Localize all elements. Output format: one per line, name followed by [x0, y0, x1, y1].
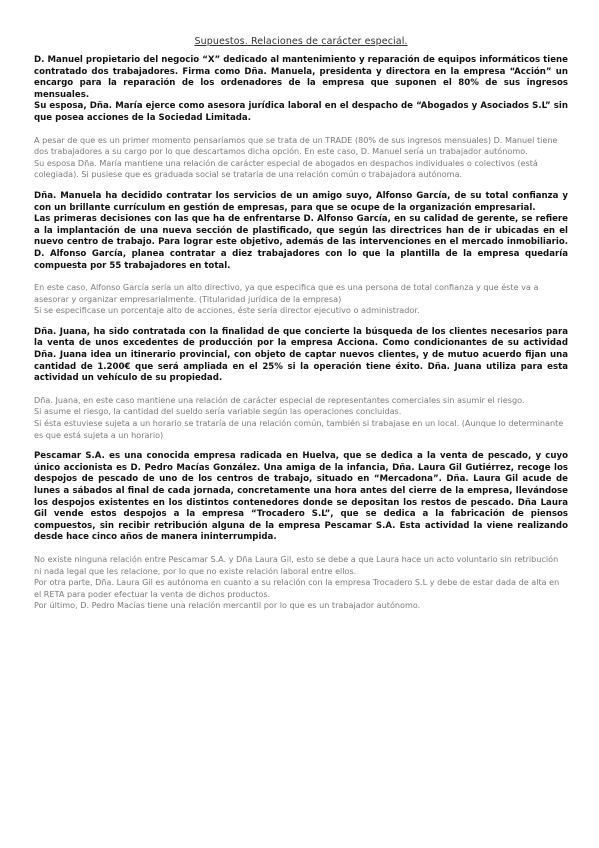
document-page [34, 36, 568, 612]
answer-4-paragraph-3: Por último, D. Pedro Macías tiene una relación mercantil por lo que es un trabajador autónomo. [34, 600, 421, 611]
answer-3-paragraph-1: Dña. Juana, en este caso mantiene una relación de carácter especial de representantes comerciales sin asumir el riesgo. [34, 394, 525, 405]
answer-2-paragraph-2: Si se especificase un porcentaje alto de acciones, éste sería director ejecutivo o administrador. [34, 305, 420, 316]
page-title: Supuestos. Relaciones de carácter especial. [194, 36, 408, 47]
case-1-paragraph-2: Su esposa, Dña. María ejerce como asesora jurídica laboral en el despacho de “Abogados y Asociados S.L” sin que posea acciones de la Sociedad Limitada. [34, 101, 568, 123]
case-3 [34, 327, 568, 385]
case-3-paragraph-1: Dña. Juana, ha sido contratada con la finalidad de que concierte la búsqueda de los clientes necesarios para la venta de unos excedentes de producción por la empresa Acciona. Como condicionantes de su actividad Dña. Juana idea un itinerario provincial, con objeto de captar nuevos clientes, y de mutuo acuerdo fijan una cantidad de 1.200€ que será ampliada en el 25% si la operación tiene éxito. Dña. Juana utiliza para esta actividad un vehículo de su propiedad. [34, 326, 568, 384]
answer-4-paragraph-2: Por otra parte, Dña. Laura Gil es autónoma en cuanto a su relación con la empresa Trocadero S.L y debe de estar dada de alta en el RETA para poder efectuar la venta de dichos productos. [34, 577, 560, 599]
answer-4-paragraph-1: No existe ninguna relación entre Pescamar S.A. y Dña Laura Gil, esto se debe a que Laura hace un acto voluntario sin retribución ni nada legal que les relacione, por lo que no existe relación laboral entre ellos. [34, 553, 559, 576]
case-2-paragraph-1: Dña. Manuela ha decidido contratar los servicios de un amigo suyo, Alfonso García, de su total confianza y con un brillante currículum en gestión de empresas, para que se ocupe de la organización empresarial. [34, 190, 568, 213]
case-2-paragraph-2: Las primeras decisiones con las que ha de enfrentarse D. Alfonso García, en su calidad de gerente, se refiere a la implantación de una nueva sección de plastificado, que según las directrices han de ir ubicadas en el nuevo centro de trabajo. Para lograr este objetivo, además de las intervenciones en el mercado inmobiliario. D. Alfonso García, planea contratar a diez trabajadores con lo que la plantilla de la empresa quedaría compuesta por 55 trabajadores en total. [34, 214, 568, 271]
answer-1-paragraph-1: A pesar de que es un primer momento pensaríamos que se trata de un TRADE (80% de sus ingresos mensuales) D. Manuel tiene dos trabajadores a su cargo por lo que descartamos dicha opción. En este caso, D. Manuel sería un trabajador autónomo. [34, 134, 558, 157]
answer-1 [34, 135, 568, 181]
answer-3-paragraph-3: Si ésta estuviese sujeta a un horario se trataría de una relación común, también si trabajase en un local. (Aunque lo determinante es que está sujeta a un horario) [34, 418, 564, 440]
case-4 [34, 451, 568, 544]
case-2 [34, 191, 568, 272]
answer-1-paragraph-2: Su esposa Dña. María mantiene una relación de carácter especial de abogados en despachos individuales o colectivos (está colegiada). Si pusiese que es graduada social se trataría de una relación común o trabajadora autónoma. [34, 157, 538, 180]
answer-2-paragraph-1: En este caso, Alfonso García sería un alto directivo, ya que especifica que es una persona de total confianza y que éste va a asesorar y organizar empresarialmente. (Titularidad jurídica de la empresa) [34, 282, 539, 304]
case-1-paragraph-1: D. Manuel propietario del negocio “X” dedicado al mantenimiento y reparación de equipos informáticos tiene contratado dos trabajadores. Firma como Dña. Manuela, presidenta y directora en la empresa “Acción” un encargo para la reparación de los ordenadores de la empresa que suponen el 80% de sus ingresos mensuales. [34, 55, 568, 100]
answer-2 [34, 282, 568, 317]
answer-3-paragraph-2: Si asume el riesgo, la cantidad del sueldo sería variable según las operaciones concluidas. [34, 406, 402, 417]
answer-3 [34, 395, 568, 441]
case-4-paragraph-1: Pescamar S.A. es una conocida empresa radicada en Huelva, que se dedica a la venta de pescado, y cuyo único accionista es D. Pedro Macías González. Una amiga de la infancia, Dña. Laura Gil Gutiérrez, recoge los despojos de pescado de uno de los centros de trabajo, situado en “Mercadona”. Dña. Laura Gil acude de lunes a sábados al final de cada jornada, concretamente una hora antes del cierre de la empresa, llevándose los despojos existentes en los distintos contenedores donde se depositan los restos de pescado. Dña Laura Gil vende estos despojos a la empresa “Trocadero S.L”, que se dedica a la fabricación de piensos compuestos, sin recibir retribución alguna de la empresa Pescamar S.A. Esta actividad la viene realizando desde hace cinco años de manera ininterrumpida. [34, 451, 568, 543]
answer-4 [34, 554, 568, 612]
case-1 [34, 55, 568, 125]
